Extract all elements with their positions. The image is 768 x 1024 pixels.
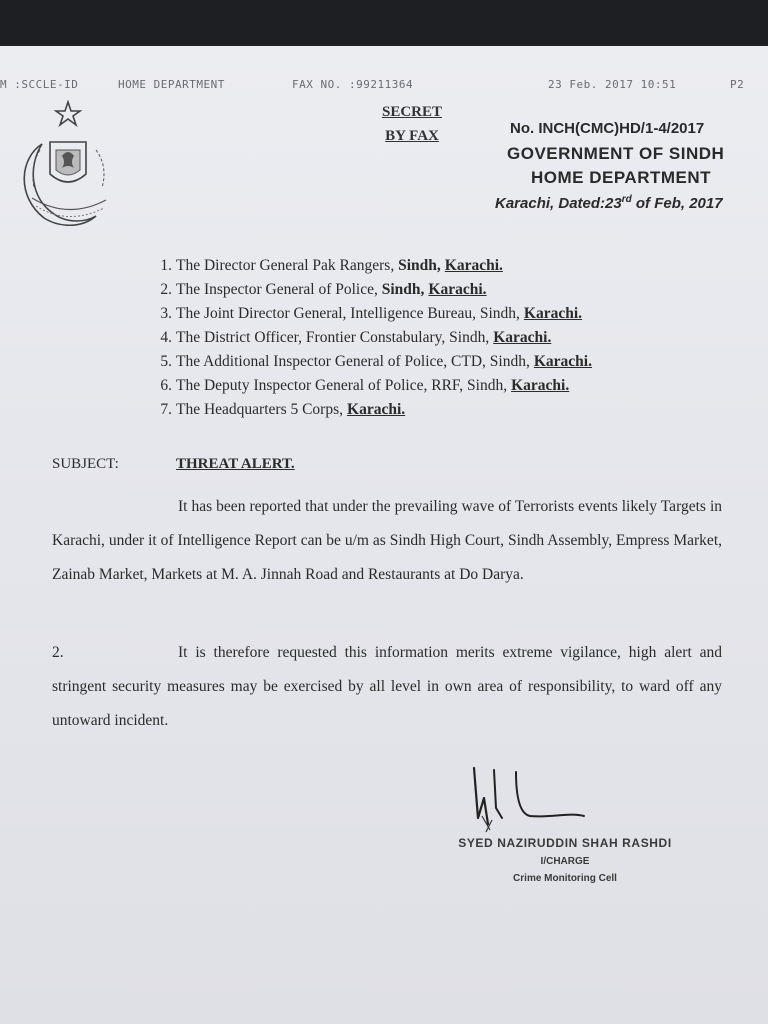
body-paragraph-1: It has been reported that under the prevailing wave of Terrorists events likely Targets in Karachi, under it of Intelligence Report can be u/m as Sindh High Court, Sindh Assembly, Empress Market, Zainab Market, Markets at M. A. Jinnah Road and Restaurants at Do Darya. [52,498,722,583]
paragraph-2-text: It is therefore requested this information merits extreme vigilance, high alert and stringent security measures may be exercised by all level in own area of responsibility, to ward off any untoward incident. [52,644,722,729]
fax-page-number: P2 [730,78,745,91]
addressee-item: 2. The Inspector General of Police, Sindh, Karachi. [160,281,487,298]
fax-timestamp: 23 Feb. 2017 10:51 [548,78,677,91]
sindh-government-emblem-icon [12,96,124,226]
fax-sender-id: M :SCCLE-ID [0,78,79,91]
signatory-name: SYED NAZIRUDDIN SHAH RASHDI [458,836,672,850]
letter-date: Karachi, Dated:23rd of Feb, 2017 [495,194,723,212]
signatory-role: I/CHARGE [540,856,590,867]
addressee-item: 1. The Director General Pak Rangers, Sindh, Karachi. [160,257,503,274]
signatory-unit: Crime Monitoring Cell [513,873,617,884]
subject-text: THREAT ALERT. [176,456,295,472]
subject-label: SUBJECT: [52,456,119,472]
addressee-item: 6. The Deputy Inspector General of Police, RRF, Sindh, Karachi. [160,377,570,394]
addressee-item: 5. The Additional Inspector General of Police, CTD, Sindh, Karachi. [160,353,592,370]
fax-document [0,46,768,1024]
fax-transmission-header [0,74,768,94]
government-name: GOVERNMENT OF SINDH [507,144,725,163]
reference-number: No. INCH(CMC)HD/1-4/2017 [510,120,705,137]
classification-level: SECRET [381,104,443,120]
transmission-method: BY FAX [385,128,439,144]
addressee-list [142,254,592,422]
addressee-item: 3. The Joint Director General, Intelligence Bureau, Sindh, Karachi. [160,305,583,322]
classification-block [372,100,452,148]
paragraph-number: 2. [52,644,64,661]
fax-department: HOME DEPARTMENT [118,78,225,91]
addressee-item: 7. The Headquarters 5 Corps, Karachi. [160,401,406,418]
addressee-item: 4. The District Officer, Frontier Constabulary, Sindh, Karachi. [160,329,552,346]
signatory-block [400,836,730,884]
department-name: HOME DEPARTMENT [531,168,712,187]
body-paragraph-2 [52,636,722,738]
signature-icon [460,758,600,848]
fax-number: FAX NO. :99211364 [292,78,414,91]
